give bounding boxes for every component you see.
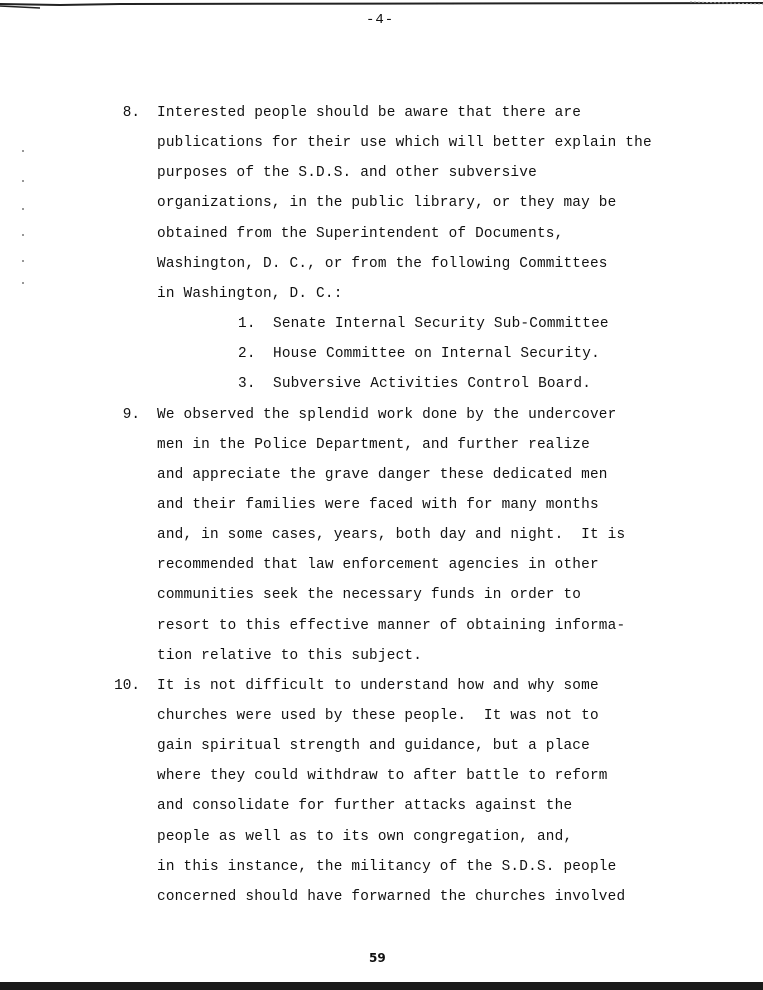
paragraph-line: and, in some cases, years, both day and night. It is — [157, 527, 626, 544]
paragraph-line: and consolidate for further attacks against the — [157, 798, 573, 815]
paragraph-line: We observed the splendid work done by the undercover — [157, 406, 617, 423]
subitem-text: Senate Internal Security Sub-Committee — [273, 316, 609, 333]
paragraph-line: in this instance, the militancy of the S.D.S. people — [157, 858, 617, 875]
paragraph-line: resort to this effective manner of obtaining informa- — [157, 617, 626, 634]
bottom-border-rule — [0, 980, 763, 990]
paragraph-line: publications for their use which will better explain the — [157, 135, 652, 152]
subitem-number: 1. — [238, 316, 256, 333]
item-number: 10. — [114, 677, 140, 694]
paragraph-line: and appreciate the grave danger these dedicated men — [157, 466, 608, 483]
top-border-rule — [0, 0, 763, 9]
paragraph-line: It is not difficult to understand how and why some — [157, 677, 599, 694]
paragraph-line: in Washington, D. C.: — [157, 285, 343, 302]
paragraph-line: communities seek the necessary funds in order to — [157, 587, 582, 604]
subitem-number: 3. — [238, 376, 256, 393]
paragraph-line: obtained from the Superintendent of Documents, — [157, 225, 564, 242]
subitem-text: House Committee on Internal Security. — [273, 346, 600, 363]
paragraph-line: purposes of the S.D.S. and other subversive — [157, 165, 537, 182]
paragraph-line: organizations, in the public library, or they may be — [157, 195, 617, 212]
paragraph-line: and their families were faced with for many months — [157, 496, 599, 513]
paragraph-line: men in the Police Department, and further realize — [157, 436, 590, 453]
paragraph-line: Washington, D. C., or from the following Committees — [157, 255, 608, 272]
paragraph-line: recommended that law enforcement agencies in other — [157, 557, 599, 574]
item-number: 8. — [122, 105, 140, 121]
margin-specks — [22, 150, 24, 290]
item-number: 9. — [122, 406, 140, 423]
page-number: -4- — [366, 12, 395, 28]
paragraph-line: people as well as to its own congregation, and, — [157, 828, 573, 845]
footer-stamp-number: 59 — [369, 951, 386, 965]
paragraph-line: where they could withdraw to after battle to reform — [157, 768, 608, 785]
paragraph-line: concerned should have forwarned the churches involved — [157, 888, 626, 905]
paragraph-line: tion relative to this subject. — [157, 647, 423, 664]
paragraph-line: Interested people should be aware that there are — [157, 105, 582, 121]
subitem-number: 2. — [238, 346, 256, 363]
paragraph-line: gain spiritual strength and guidance, but a place — [157, 738, 590, 755]
paragraph-line: churches were used by these people. It was not to — [157, 708, 599, 724]
subitem-text: Subversive Activities Control Board. — [273, 376, 592, 393]
